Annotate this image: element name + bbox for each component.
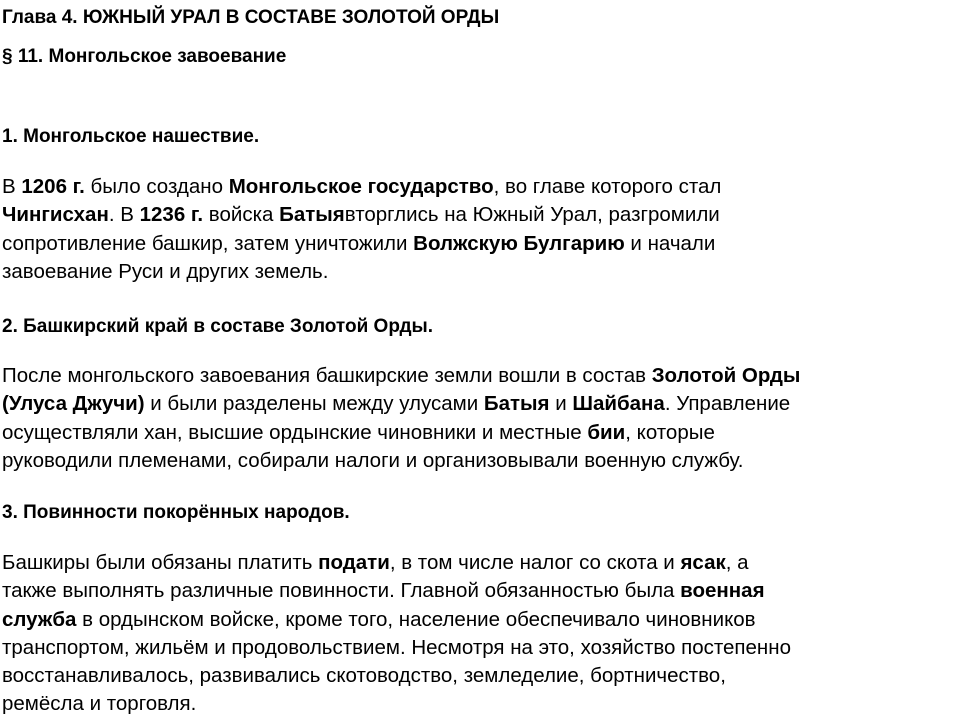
text-run: восстанавливалось, развивались скотоводство, земледелие, бортничество, [2, 664, 726, 688]
bold-term: ясак [680, 551, 726, 574]
paragraph-3 [2, 549, 956, 719]
paragraph-2 [2, 362, 956, 475]
text-run: Башкиры были обязаны платить [2, 551, 319, 574]
text-run: ремёсла и торговля. [2, 692, 197, 716]
paragraph-line [2, 390, 956, 418]
text-run: и [549, 392, 573, 416]
text-run: , которые [625, 420, 715, 444]
bold-term: Батыя [483, 392, 550, 416]
bold-term: бии [587, 420, 626, 444]
paragraph-line [2, 258, 956, 286]
bold-term: военная [680, 579, 765, 603]
subsection-heading-3: 3. Повинности покорённых народов. [2, 502, 350, 523]
text-run: , в том числе налог со скота и [389, 551, 681, 574]
text-run: В [2, 175, 22, 198]
text-run: завоевание Руси и других земель. [2, 259, 329, 283]
bold-term: Золотой Орды [651, 364, 801, 387]
text-run: осуществляли хан, высшие ордынские чиновники и местные [2, 420, 588, 444]
bold-term: подати [318, 551, 390, 574]
text-run: вторглись на Южный Урал, разгромили [344, 203, 720, 227]
chapter-title: Глава 4. ЮЖНЫЙ УРАЛ В СОСТАВЕ ЗОЛОТОЙ ОРДЫ [2, 7, 500, 28]
bold-term: Шайбана [572, 392, 665, 416]
text-run: в ордынском войске, кроме того, население обеспечивало чиновников [76, 607, 756, 631]
bold-term: (Улуса Джучи) [2, 392, 145, 416]
bold-term: Чингисхан [2, 203, 109, 227]
paragraph-line [2, 577, 956, 605]
text-run: также выполнять различные повинности. Главной обязанностью была [2, 579, 681, 603]
subsection-heading-1: 1. Монгольское нашествие. [2, 126, 260, 147]
text-run: войска [203, 203, 280, 227]
text-run: , а [725, 551, 749, 574]
bold-term: 1236 г. [139, 203, 204, 227]
text-run: транспортом, жильём и продовольствием. Несмотря на это, хозяйство постепенно [2, 635, 791, 659]
subsection-heading-2: 2. Башкирский край в составе Золотой Орды. [2, 316, 434, 337]
paragraph-line [2, 634, 956, 662]
text-run: , во главе которого стал [493, 175, 722, 198]
paragraph-line [2, 549, 956, 577]
bold-term: Монгольское государство [228, 175, 494, 198]
bold-term: служба [2, 607, 77, 631]
text-run: сопротивление башкир, затем уничтожили [2, 231, 414, 255]
text-run: . В [108, 203, 140, 227]
text-run: и были разделены между улусами [144, 392, 484, 416]
paragraph-line [2, 201, 956, 229]
text-run: было создано [84, 175, 229, 198]
bold-term: 1206 г. [21, 175, 85, 198]
paragraph-line [2, 419, 956, 447]
paragraph-line [2, 690, 956, 718]
bold-term: Батыя [279, 203, 345, 227]
text-run: руководили племенами, собирали налоги и организовывали военную службу. [2, 448, 744, 472]
text-run: После монгольского завоевания башкирские земли вошли в состав [2, 364, 652, 387]
section-title: § 11. Монгольское завоевание [2, 46, 287, 67]
text-run: и начали [624, 231, 716, 255]
paragraph-line [2, 606, 956, 634]
bold-term: Волжскую Булгарию [413, 231, 625, 255]
paragraph-line [2, 230, 956, 258]
paragraph-line [2, 662, 956, 690]
paragraph-1 [2, 173, 956, 286]
paragraph-line [2, 362, 956, 390]
paragraph-line [2, 173, 956, 201]
paragraph-line [2, 447, 956, 475]
text-run: . Управление [664, 392, 791, 416]
